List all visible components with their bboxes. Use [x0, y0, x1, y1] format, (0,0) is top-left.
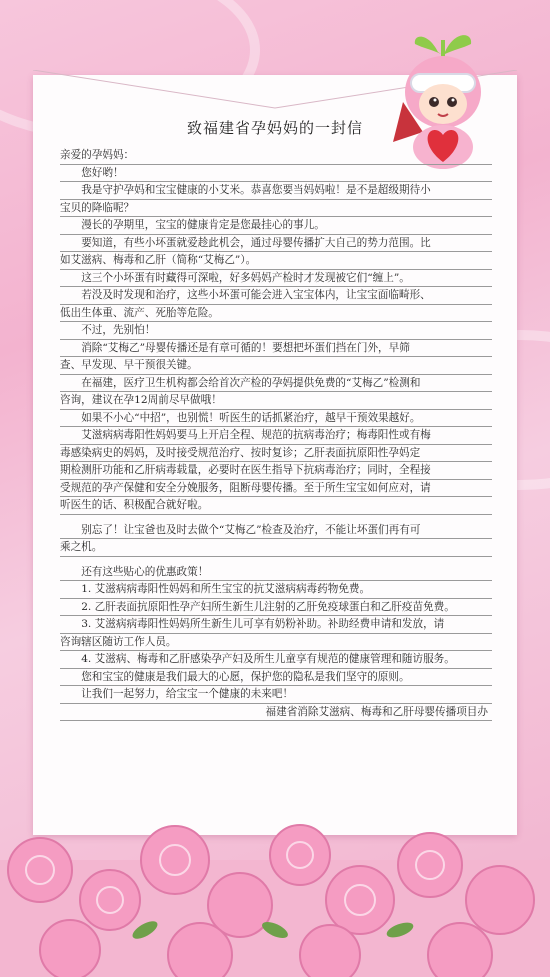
- letter-line: 还有这些贴心的优惠政策！: [60, 564, 492, 582]
- letter-line: 咨询辖区随访工作人员。: [60, 634, 492, 652]
- letter-line: 乘之机。: [60, 539, 492, 557]
- letter-body: [60, 147, 492, 721]
- letter-line: 亲爱的孕妈妈：: [60, 147, 492, 165]
- letter-line: 不过，先别怕！: [60, 322, 492, 340]
- letter-line: 3. 艾滋病病毒阳性妈妈所生新生儿可享有奶粉补助。补助经费申请和发放，请: [60, 616, 492, 634]
- letter-line: 听医生的话、积极配合就好啦。: [60, 497, 492, 515]
- letter-line: 您和宝宝的健康是我们最大的心愿，保护您的隐私是我们坚守的原则。: [60, 669, 492, 687]
- letter-line: 受规范的孕产保健和安全分娩服务，阻断母婴传播。至于所生宝宝如何应对，请: [60, 480, 492, 498]
- letter-line: 让我们一起努力，给宝宝一个健康的未来吧！: [60, 686, 492, 704]
- letter-line: 艾滋病病毒阳性妈妈要马上开启全程、规范的抗病毒治疗；梅毒阳性或有梅: [60, 427, 492, 445]
- letter-line: 福建省消除艾滋病、梅毒和乙肝母婴传播项目办: [60, 704, 492, 722]
- letter-line: 如果不小心“中招”，也别慌！听医生的话抓紧治疗，越早干预效果越好。: [60, 410, 492, 428]
- letter-line: 若没及时发现和治疗，这些小坏蛋可能会进入宝宝体内，让宝宝面临畸形、: [60, 287, 492, 305]
- letter-line: 如艾滋病、梅毒和乙肝（简称“艾梅乙”）。: [60, 252, 492, 270]
- letter-line: 4. 艾滋病、梅毒和乙肝感染孕产妇及所生儿童享有规范的健康管理和随访服务。: [60, 651, 492, 669]
- letter-title: 致福建省孕妈妈的一封信: [186, 119, 363, 137]
- letter-line: [60, 515, 492, 522]
- letter-line: 查、早发现、早干预很关键。: [60, 357, 492, 375]
- letter-line: 期检测肝功能和乙肝病毒载量，必要时在医生指导下抗病毒治疗；同时，全程接: [60, 462, 492, 480]
- letter-line: 漫长的孕期里，宝宝的健康肯定是您最挂心的事儿。: [60, 217, 492, 235]
- letter-line: 2. 乙肝表面抗原阳性孕产妇所生新生儿注射的乙肝免疫球蛋白和乙肝疫苗免费。: [60, 599, 492, 617]
- letter-line: 您好哟！: [60, 165, 492, 183]
- letter-line: 在福建，医疗卫生机构都会给首次产检的孕妈提供免费的“艾梅乙”检测和: [60, 375, 492, 393]
- letter-line: 1. 艾滋病病毒阳性妈妈和所生宝宝的抗艾滋病病毒药物免费。: [60, 581, 492, 599]
- letter-line: 我是守护孕妈和宝宝健康的小艾米。恭喜您要当妈妈啦！是不是超级期待小: [60, 182, 492, 200]
- rose-bouquet-illustration: [0, 800, 550, 977]
- letter-line: 消除“艾梅乙”母婴传播还是有章可循的！要想把坏蛋们挡在门外，早筛: [60, 340, 492, 358]
- letter-line: 别忘了！让宝爸也及时去做个“艾梅乙”检查及治疗，不能让坏蛋们再有可: [60, 522, 492, 540]
- letter-line: 毒感染病史的妈妈，及时接受规范治疗、按时复诊；乙肝表面抗原阳性孕妈定: [60, 445, 492, 463]
- letter-line: 宝贝的降临呢？: [60, 200, 492, 218]
- letter-line: 这三个小坏蛋有时藏得可深啦，好多妈妈产检时才发现被它们“缠上”。: [60, 270, 492, 288]
- letter-line: 咨询，建议在孕12周前尽早做哦！: [60, 392, 492, 410]
- letter-line: [60, 557, 492, 564]
- letter-line: 要知道，有些小坏蛋就爱趁此机会，通过母婴传播扩大自己的势力范围。比: [60, 235, 492, 253]
- letter-line: 低出生体重、流产、死胎等危险。: [60, 305, 492, 323]
